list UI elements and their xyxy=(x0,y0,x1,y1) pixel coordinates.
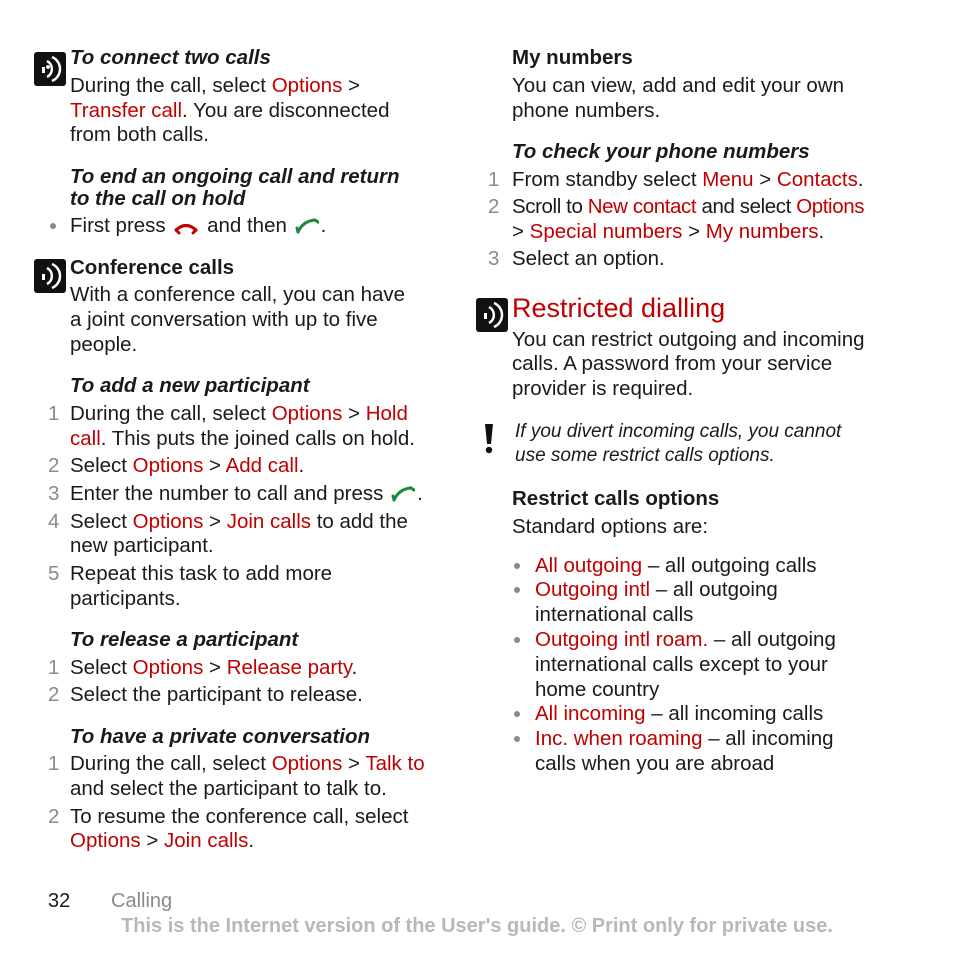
check-step-2-cont: > Special numbers > My numbers. xyxy=(512,220,825,243)
network-service-icon xyxy=(476,298,508,332)
end-bullet-1: First press and then . xyxy=(70,213,326,241)
conference-line-1: With a conference call, you can have xyxy=(70,283,406,306)
bullet xyxy=(50,223,56,229)
option-inc-when-roaming: Inc. when roaming – all incoming xyxy=(535,727,834,750)
restricted-line-3: provider is required. xyxy=(512,377,694,400)
end-title-2: to the call on hold xyxy=(70,187,246,210)
check-step-2: Scroll to New contact and select Options xyxy=(512,195,865,218)
option-outgoing-intl: Outgoing intl – all outgoing xyxy=(535,578,778,601)
add-step-3: Enter the number to call and press . xyxy=(70,481,423,509)
step-number: 4 xyxy=(48,510,60,533)
exclamation-icon xyxy=(482,422,496,461)
my-numbers-line-2: phone numbers. xyxy=(512,99,661,122)
options-intro: Standard options are: xyxy=(512,515,709,538)
release-step-1: Select Options > Release party. xyxy=(70,656,358,679)
bullet xyxy=(514,711,520,717)
option-outgoing-intl-roam: Outgoing intl roam. – all outgoing xyxy=(535,628,836,651)
option-all-incoming: All incoming – all incoming calls xyxy=(535,702,824,725)
add-step-4-cont: new participant. xyxy=(70,534,214,557)
restricted-heading: Restricted dialling xyxy=(512,293,726,323)
option-outgoing-intl-roam-cont-1: international calls except to your xyxy=(535,653,828,676)
add-step-4: Select Options > Join calls to add the xyxy=(70,510,408,533)
add-step-1: During the call, select Options > Hold xyxy=(70,402,408,425)
private-title: To have a private conversation xyxy=(70,725,371,748)
private-step-1: During the call, select Options > Talk to xyxy=(70,752,425,775)
step-number: 5 xyxy=(48,562,60,585)
check-step-3: Select an option. xyxy=(512,247,665,270)
add-title: To add a new participant xyxy=(70,374,310,397)
connect-line-1: During the call, select Options > xyxy=(70,74,361,97)
option-all-outgoing: All outgoing – all outgoing calls xyxy=(535,554,817,577)
step-number: 2 xyxy=(48,683,60,706)
add-step-5-cont: participants. xyxy=(70,587,181,610)
bullet xyxy=(514,736,520,742)
page-number: 32 xyxy=(48,890,71,912)
step-number: 1 xyxy=(48,402,60,425)
restricted-line-2: calls. A password from your service xyxy=(512,352,833,375)
call-icon xyxy=(391,484,415,509)
my-numbers-line-1: You can view, add and edit your own xyxy=(512,74,845,97)
section-name: Calling xyxy=(111,890,173,912)
add-step-1-cont: call. This puts the joined calls on hold. xyxy=(70,427,415,450)
conference-line-2: a joint conversation with up to five xyxy=(70,308,378,331)
restricted-line-1: You can restrict outgoing and incoming xyxy=(512,328,865,351)
add-step-5: Repeat this task to add more xyxy=(70,562,333,585)
end-call-icon xyxy=(173,216,199,241)
note-line-1: If you divert incoming calls, you cannot xyxy=(515,421,842,442)
options-title: Restrict calls options xyxy=(512,487,720,510)
add-step-2: Select Options > Add call. xyxy=(70,454,305,477)
conference-title: Conference calls xyxy=(70,256,235,279)
step-number: 1 xyxy=(488,168,500,191)
note-line-2: use some restrict calls options. xyxy=(515,445,775,466)
private-step-2: To resume the conference call, select xyxy=(70,805,409,828)
call-icon xyxy=(295,216,319,241)
release-step-2: Select the participant to release. xyxy=(70,683,363,706)
footer-notice: This is the Internet version of the User's guide. © Print only for private use. xyxy=(121,915,833,937)
option-outgoing-intl-roam-cont-2: home country xyxy=(535,678,660,701)
step-number: 2 xyxy=(488,195,500,218)
check-title: To check your phone numbers xyxy=(512,140,810,163)
step-number: 2 xyxy=(48,805,60,828)
step-number: 3 xyxy=(48,482,60,505)
connect-line-2: Transfer call. You are disconnected xyxy=(70,99,390,122)
option-inc-when-roaming-cont: calls when you are abroad xyxy=(535,752,775,775)
private-step-2-cont: Options > Join calls. xyxy=(70,829,255,852)
conference-line-3: people. xyxy=(70,333,138,356)
step-number: 1 xyxy=(48,752,60,775)
bullet xyxy=(514,637,520,643)
end-title-1: To end an ongoing call and return xyxy=(70,165,400,188)
network-service-icon xyxy=(34,259,66,293)
network-service-icon xyxy=(34,52,66,86)
check-step-1: From standby select Menu > Contacts. xyxy=(512,168,864,191)
step-number: 3 xyxy=(488,247,500,270)
bullet xyxy=(514,587,520,593)
step-number: 2 xyxy=(48,454,60,477)
connect-line-3: from both calls. xyxy=(70,123,209,146)
release-title: To release a participant xyxy=(70,628,299,651)
step-number: 1 xyxy=(48,656,60,679)
connect-title: To connect two calls xyxy=(70,46,271,69)
private-step-1-cont: and select the participant to talk to. xyxy=(70,777,387,800)
bullet xyxy=(514,563,520,569)
option-outgoing-intl-cont: international calls xyxy=(535,603,694,626)
my-numbers-title: My numbers xyxy=(512,46,633,69)
